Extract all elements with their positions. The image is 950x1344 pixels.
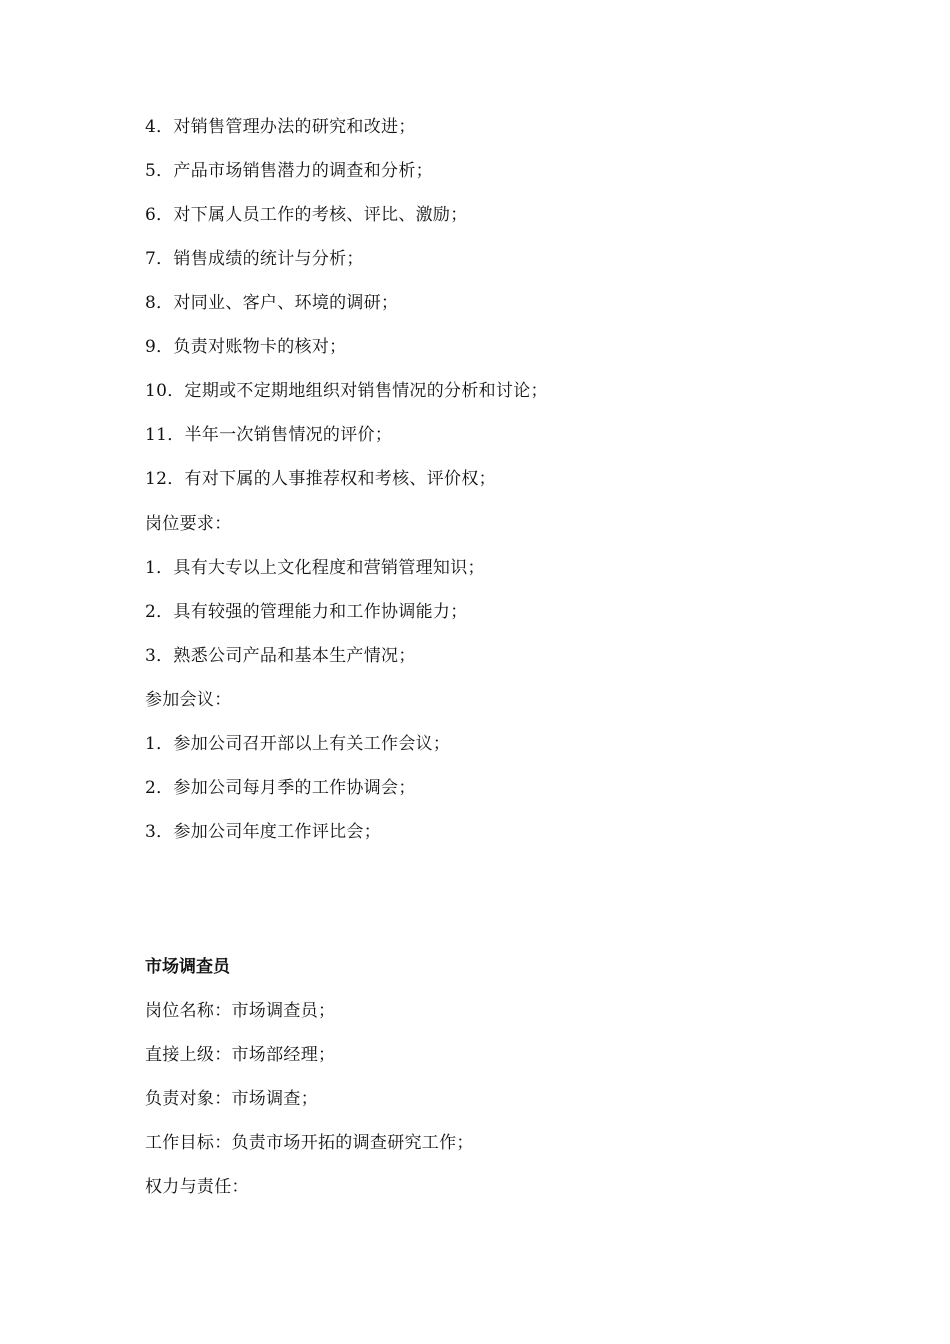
duty-item: 4．对销售管理办法的研究和改进； (145, 117, 416, 137)
meetings-heading: 参加会议： (145, 690, 232, 710)
duty-item: 12．有对下属的人事推荐权和考核、评价权； (145, 469, 496, 489)
duty-item: 9．负责对账物卡的核对； (145, 337, 347, 357)
meeting-item: 3．参加公司年度工作评比会； (145, 822, 382, 842)
job-field: 直接上级：市场部经理； (145, 1045, 336, 1065)
section-title: 市场调查员 (145, 957, 230, 977)
duty-item: 6．对下属人员工作的考核、评比、激励； (145, 205, 468, 225)
requirement-item: 2．具有较强的管理能力和工作协调能力； (145, 602, 468, 622)
requirement-item: 1．具有大专以上文化程度和营销管理知识； (145, 558, 485, 578)
job-field: 岗位名称：市场调查员； (145, 1001, 336, 1021)
meeting-item: 2．参加公司每月季的工作协调会； (145, 778, 416, 798)
duty-item: 11．半年一次销售情况的评价； (145, 425, 393, 445)
duty-item: 7．销售成绩的统计与分析； (145, 249, 364, 269)
duty-item: 5．产品市场销售潜力的调查和分析； (145, 161, 433, 181)
job-field: 工作目标：负责市场开拓的调查研究工作； (145, 1133, 474, 1153)
duty-item: 8．对同业、客户、环境的调研； (145, 293, 399, 313)
job-field: 负责对象：市场调查； (145, 1089, 318, 1109)
meeting-item: 1．参加公司召开部以上有关工作会议； (145, 734, 451, 754)
requirements-heading: 岗位要求： (145, 514, 232, 534)
job-field: 权力与责任： (145, 1177, 249, 1197)
requirement-item: 3．熟悉公司产品和基本生产情况； (145, 646, 416, 666)
duty-item: 10．定期或不定期地组织对销售情况的分析和讨论； (145, 381, 548, 401)
